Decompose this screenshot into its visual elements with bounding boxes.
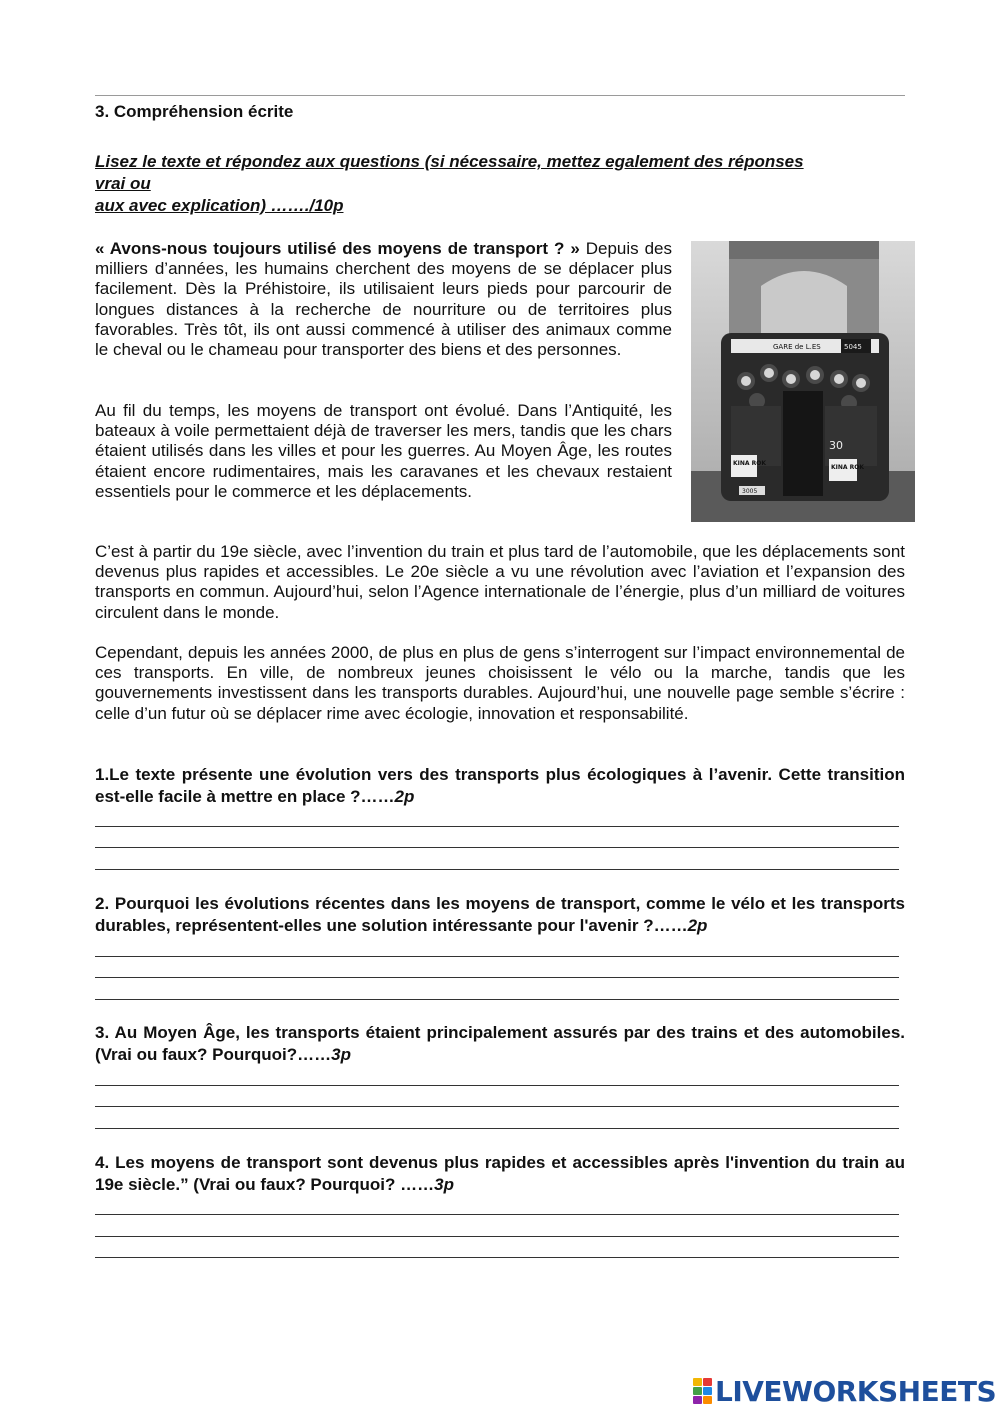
answer-line[interactable]: [95, 956, 899, 957]
answer-line[interactable]: [95, 1257, 899, 1258]
question-1: [95, 764, 905, 808]
question-1-points: 2p: [394, 787, 415, 806]
bus-photo: [691, 241, 915, 522]
ad-left: KINA ROK: [733, 460, 767, 467]
answer-line[interactable]: [95, 869, 899, 870]
instruction-line-3: aux avec explication) ……./10p: [95, 196, 344, 215]
bus-line-number: 30: [829, 439, 843, 452]
question-4: [95, 1152, 905, 1196]
bus-destination-sign: GARE de L.ES: [773, 343, 821, 351]
answer-line[interactable]: [95, 1106, 899, 1107]
instruction-line-1: Lisez le texte et répondez aux questions (si nécessaire, mettez egalement des réponses: [95, 152, 804, 171]
answer-line[interactable]: [95, 999, 899, 1000]
logo-text: LIVEWORKSHEETS: [715, 1374, 997, 1408]
answer-line[interactable]: [95, 1128, 899, 1129]
logo-icon: [693, 1378, 711, 1404]
question-1-text: 1.Le texte présente une évolution vers des transports plus écologiques à l’avenir. Cette transition est-elle facile à mettre en place ?……: [95, 765, 905, 806]
logo-tile: [693, 1378, 702, 1386]
question-2: [95, 893, 905, 937]
logo-tile: [703, 1396, 712, 1404]
paragraph-1-body: Depuis des milliers d’années, les humains cherchent des moyens de se déplacer plus facilement. Dès la Préhistoire, ils utilisaient leurs pieds pour parcourir de longues distances à la recherche de nourriture ou de territoires plus favorables. Très tôt, ils ont aussi commencé à utiliser des animaux comme le cheval ou le chameau pour transporter des biens et des personnes.: [95, 239, 672, 360]
bus-plate: 3005: [742, 488, 758, 495]
answer-line[interactable]: [95, 1085, 899, 1086]
question-2-text: 2. Pourquoi les évolutions récentes dans les moyens de transport, comme le vélo et les transports durables, représentent-elles une solution intéressante pour l'avenir ?……: [95, 894, 905, 935]
answer-line[interactable]: [95, 977, 899, 978]
instruction-line-2: vrai ou: [95, 174, 151, 193]
question-3-text: 3. Au Moyen Âge, les transports étaient principalement assurés par des trains et des automobiles. (Vrai ou faux? Pourquoi?……: [95, 1023, 905, 1064]
logo-tile: [693, 1387, 702, 1395]
ad-right: KINA ROK: [831, 464, 865, 471]
question-4-points: 3p: [434, 1175, 454, 1194]
question-3-points: 3p: [331, 1045, 351, 1064]
answer-line[interactable]: [95, 847, 899, 848]
bus-number-sign: 5045: [844, 343, 862, 351]
question-3: [95, 1022, 905, 1066]
answer-line[interactable]: [95, 1236, 899, 1237]
logo-tile: [693, 1396, 702, 1404]
paragraph-2: Au fil du temps, les moyens de transport ont évolué. Dans l’Antiquité, les bateaux à voile permettaient déjà de traverser les mers, tandis que les chars étaient utilisés dans les villes et pour les guerres. Au Moyen Âge, les routes étaient encore rudimentaires, mais les caravanes et les chevaux restaient essentiels pour le commerce et les déplacements.: [95, 401, 672, 501]
liveworksheets-logo: [693, 1376, 996, 1406]
paragraph-4: Cependant, depuis les années 2000, de plus en plus de gens s’interrogent sur l’impact environnemental de ces transports. En ville, de nombreux jeunes choisissent le vélo ou la marche, tandis que les gouvernements investissent dans les transports durables. Aujourd’hui, une nouvelle page semble s’écrire : celle d’un futur où se déplacer rime avec écologie, innovation et responsabilité.: [95, 643, 905, 723]
paragraph-1: [95, 239, 672, 360]
paragraph-3: C’est à partir du 19e siècle, avec l’invention du train et plus tard de l’automobile, que les déplacements sont devenus plus rapides et accessibles. Le 20e siècle a vu une révolution avec l’aviation et l’expansion des transports en commun. Aujourd’hui, selon l’Agence internationale de l’énergie, plus d’un milliard de voitures circulent dans le monde.: [95, 542, 905, 622]
instructions: [95, 151, 905, 217]
top-divider: [95, 95, 905, 96]
question-2-points: 2p: [687, 916, 708, 935]
paragraph-1-lead: « Avons-nous toujours utilisé des moyens de transport ? »: [95, 239, 580, 258]
answer-line[interactable]: [95, 826, 899, 827]
section-title: 3. Compréhension écrite: [95, 102, 294, 121]
answer-line[interactable]: [95, 1214, 899, 1215]
question-4-text: 4. Les moyens de transport sont devenus plus rapides et accessibles après l'invention du train au 19e siècle.” (Vrai ou faux? Pourquoi? ……: [95, 1153, 905, 1194]
logo-tile: [703, 1378, 712, 1386]
logo-tile: [703, 1387, 712, 1395]
